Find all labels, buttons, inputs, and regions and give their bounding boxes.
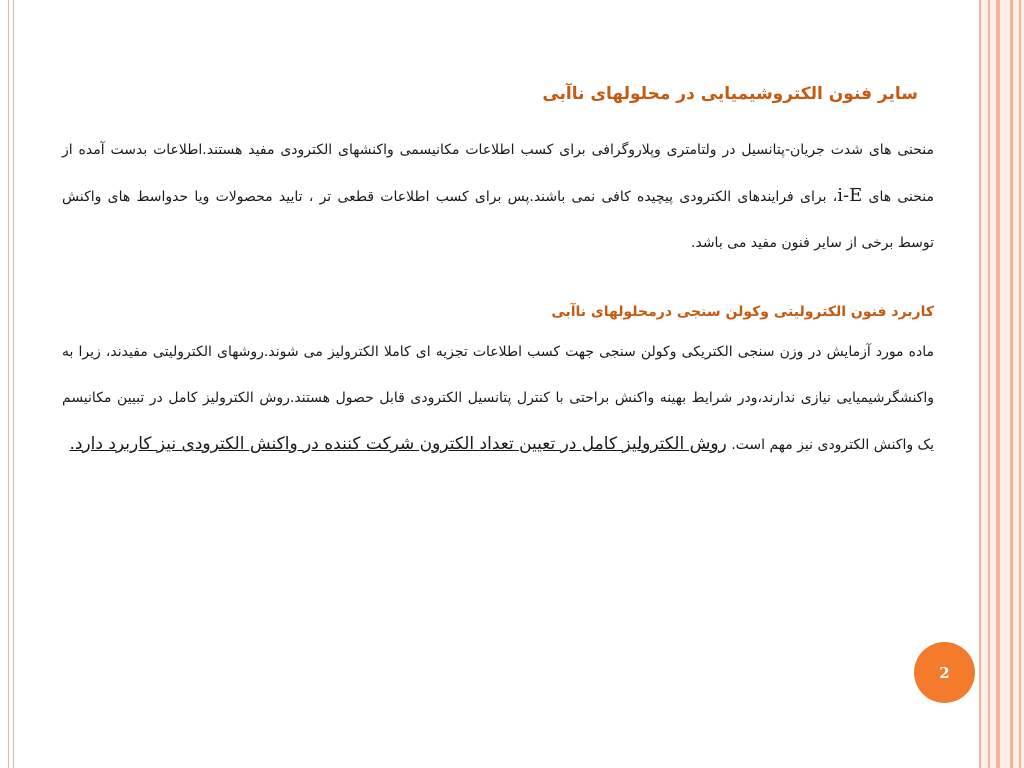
section-subtitle: کاربرد فنون الکترولیتی وکولن سنجی درمحلولهای ناآبی [551,304,934,320]
left-border-line [13,0,14,768]
paragraph-1-text-a: منحنی های شدت جریان-پتانسیل در ولتامتری وپلاروگرافی برای کسب اطلاعات مکانیسمی واکنشهای الکترودی مفید هستند.اطلاعات بدست آمده از منحنی های [62,142,935,205]
right-border-band [979,0,1024,768]
right-border-stripe [979,0,981,768]
paragraph-2-text: ماده مورد آزمایش در وزن سنجی الکتریکی وکولن سنجی جهت کسب اطلاعات تجزیه ای کاملا الکترولیز می شوند.روشهای الکترولیتی مفیدند، زیرا به واکنشگرشیمیایی نیازی ندارند،ودر شرایط بهینه واکنش براحتی با کنترل پتانسیل الکترودی قابل حصول هستند.روش الکترولیز کامل در تبیین مکانیسم یک واکنش الکترودی نیز مهم است. [62,344,934,453]
paragraph-1-text-b: ، برای فرایندهای الکترودی پیچیده کافی نمی باشند.پس برای کسب اطلاعات قطعی تر ، تایید محصولات ویا حدواسط های واکنش توسط برخی از سایر فنون مفید می باشد. [62,189,934,251]
right-border-stripe [1019,0,1021,768]
paragraph-2 [62,329,934,468]
paragraph-1 [62,127,934,266]
right-border-stripe [988,0,990,768]
right-border-stripe [996,0,1000,768]
latin-term: i-E [837,185,863,206]
page-number-badge: 2 [914,642,975,703]
left-border-line [8,0,9,768]
right-border-stripe [1010,0,1013,768]
slide-title: سایر فنون الکتروشیمیایی در محلولهای ناآبی [542,84,918,104]
paragraph-2-underlined: روش الکترولیز کامل در تعیین تعداد الکترون شرکت کننده در واکنش الکترودی نیز کاربرد دارد. [69,434,727,454]
